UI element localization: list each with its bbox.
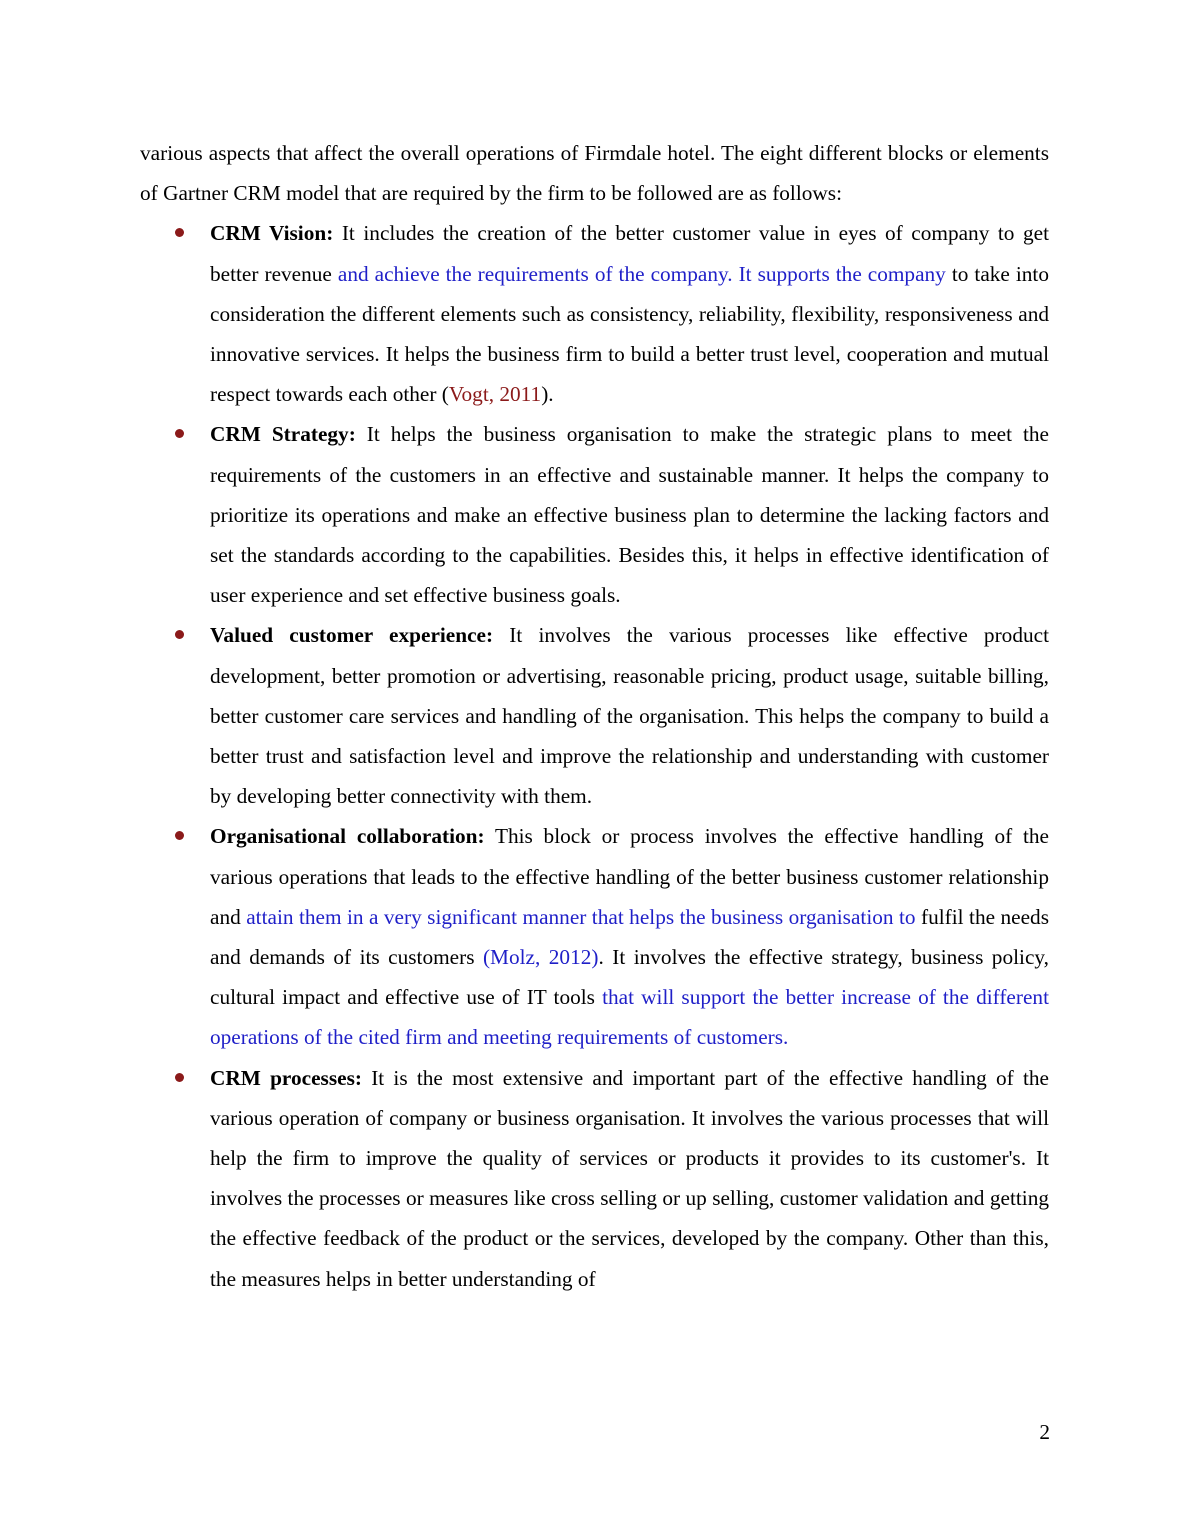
page-number: 2 (1039, 1420, 1050, 1444)
bullet-icon (175, 429, 184, 438)
citation: Vogt, 2011 (448, 382, 542, 407)
page-body (140, 133, 1049, 1299)
body-text: to take into consideration the different elements such as consistency, reliability, flexibility, responsiveness and innovative services. It helps the business firm to build a better trust level, cooperation and mutual respect towards each other ( (210, 261, 1049, 407)
body-text: This block or process involves the effective handling of the various operations that leads to the effective handling of the better business customer relationship and (210, 824, 1049, 929)
body-text: It helps the business organisation to make the strategic plans to meet the requirements of the customers in an effective and sustainable manner. It helps the company to prioritize its operations and make an effective business plan to determine the lacking factors and set the standards according to the capabilities. Besides this, it helps in effective identification of user experience and set effective business goals. (210, 422, 1049, 608)
intro-paragraph: various aspects that affect the overall operations of Firmdale hotel. The eight different blocks or elements of Gartner CRM model that are required by the firm to be followed are as follows: (140, 141, 1049, 206)
citation: (Molz, 2012) (482, 945, 599, 970)
highlighted-text: that will support the better increase of the different operations of the cited firm and meeting requirements of customers. (210, 985, 1049, 1050)
bullet-icon (175, 1073, 184, 1082)
list-item-valued-customer-experience (140, 615, 1049, 816)
term-label: CRM processes: (210, 1065, 362, 1090)
term-label: Valued customer experience: (210, 623, 494, 648)
body-text: fulfil the needs and demands of its customers (210, 904, 1049, 970)
body-text: It involves the various processes like effective product development, better promotion or advertising, reasonable pricing, product usage, suitable billing, better customer care services and handling of the organisation. This helps the company to build a better trust and satisfaction level and improve the relationship and understanding with customer by developing better connectivity with them. (210, 623, 1049, 809)
term-label: Organisational collaboration: (210, 824, 485, 849)
highlighted-text: and achieve the requirements of the company. It supports the company (337, 261, 946, 286)
bullet-icon (175, 228, 184, 237)
term-label: CRM Vision: (210, 221, 334, 246)
body-text: ). (541, 382, 554, 407)
body-text: It is the most extensive and important part of the effective handling of the various operation of company or business organisation. It involves the various processes that will help the firm to improve the quality of services or products it provides to its customer's. It involves the processes or measures like cross selling or up selling, customer validation and getting the effective feedback of the product or the services, developed by the company. Other than this, the measures helps in better understanding of (210, 1065, 1050, 1291)
crm-blocks-list (140, 213, 1049, 1298)
list-item-crm-strategy (140, 414, 1049, 615)
bullet-icon (175, 831, 184, 840)
list-item-organisational-collaboration (140, 816, 1049, 1057)
body-text: It includes the creation of the better customer value in eyes of company to get better revenue (210, 221, 1049, 286)
list-item-crm-vision (140, 213, 1049, 414)
highlighted-text: attain them in a very significant manner that helps the business organisation to (246, 904, 916, 929)
body-text: . It involves the effective strategy, business policy, cultural impact and effective use of IT tools (210, 945, 1049, 1010)
term-label: CRM Strategy: (210, 422, 356, 447)
bullet-icon (175, 630, 184, 639)
list-item-crm-processes (140, 1058, 1049, 1299)
